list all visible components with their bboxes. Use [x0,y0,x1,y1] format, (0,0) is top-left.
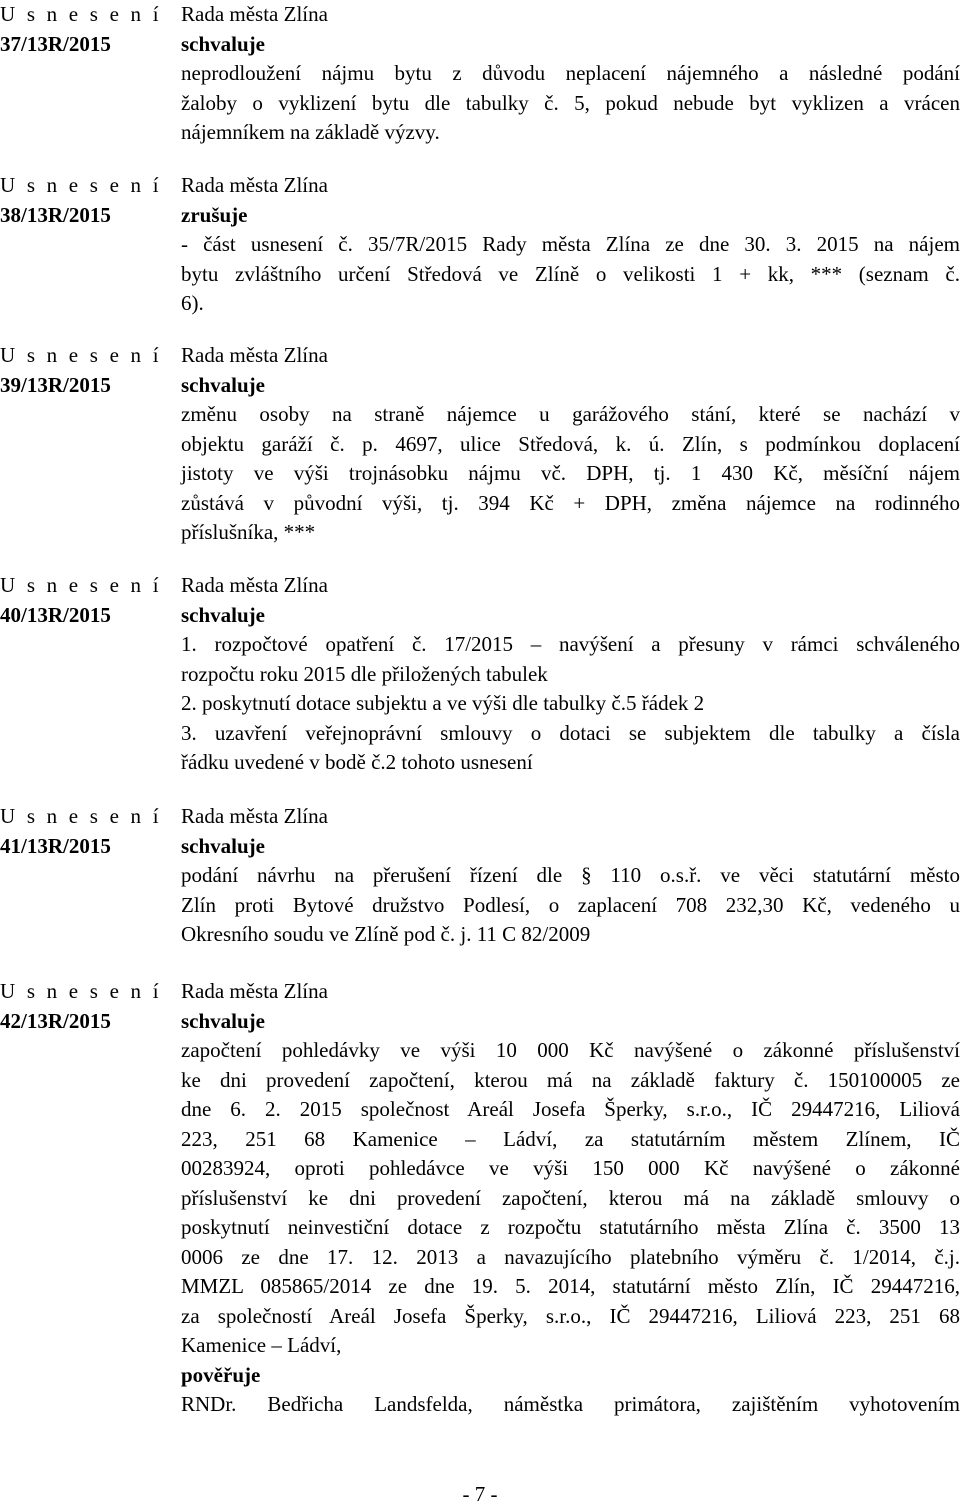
text-line: 00283924, oproti pohledávce ve výši 150 000 Kč navýšené o zákonné [181,1156,960,1180]
resolution-body [181,0,960,148]
text-line: poskytnutí neinvestiční dotace z rozpočtu statutárního města Zlína č. 3500 13 [181,1215,960,1239]
resolution-verb: schvaluje [181,31,265,56]
council-name: Rada města Zlína [181,979,328,1003]
text-line: řádku uvedené v bodě č.2 tohoto usnesení [181,750,533,774]
text-line: MMZL 085865/2014 ze dne 19. 5. 2014, statutární město Zlín, IČ 29447216, [181,1274,960,1298]
text-line: započtení pohledávky ve výši 10 000 Kč navýšené o zákonné příslušenství [181,1038,960,1062]
resolution-header [0,341,175,400]
text-line: podání návrhu na přerušení řízení dle § 110 o.s.ř. ve věci statutární město [181,863,960,887]
text-line: zůstává v původní výši, tj. 394 Kč + DPH, změna nájemce na rodinného [181,490,960,515]
text-line: změnu osoby na straně nájemce u garážového stání, které se nachází v [181,402,960,426]
text-line: 0006 ze dne 17. 12. 2013 a navazujícího platebního výměru č. 1/2014, č.j. [181,1244,960,1269]
text-line: Zlín proti Bytové družstvo Podlesí, o zaplacení 708 232,30 Kč, vedeného u [181,892,960,917]
text-line: za společností Areál Josefa Šperky, s.r.o., IČ 29447216, Liliová 223, 251 68 [181,1303,960,1328]
resolution-verb: zrušuje [181,202,248,227]
resolution-verb: schvaluje [181,602,265,627]
text-line: 1. rozpočtové opatření č. 17/2015 – navýšení a přesuny v rámci schváleného [181,632,960,656]
text-line: neprodloužení nájmu bytu z důvodu neplacení nájemného a následné podání [181,61,960,85]
text-line: nájemníkem na základě výzvy. [181,120,440,144]
resolution-body [181,571,960,778]
text-line: RNDr. Bedřicha Landsfelda, náměstka primátora, zajištěním vyhotovením [181,1392,960,1416]
text-line: 2. poskytnutí dotace subjektu a ve výši dle tabulky č.5 řádek 2 [181,691,705,715]
resolution-body [181,171,960,319]
council-name: Rada města Zlína [181,343,328,367]
resolution-body [181,802,960,950]
resolution-label: U s n e s e n í [0,343,162,367]
resolution-label: U s n e s e n í [0,173,162,197]
council-name: Rada města Zlína [181,804,328,828]
resolution-number: 39/13R/2015 [0,372,111,397]
council-name: Rada města Zlína [181,573,328,597]
resolution-verb-secondary: pověřuje [181,1362,261,1387]
text-line: bytu zvláštního určení Středová ve Zlíně o velikosti 1 + kk, *** (seznam č. [181,261,960,286]
resolution-header [0,977,175,1036]
resolution-verb: schvaluje [181,1008,265,1033]
resolution-label: U s n e s e n í [0,979,162,1003]
resolution-body [181,341,960,548]
resolution-number: 40/13R/2015 [0,602,111,627]
resolution-label: U s n e s e n í [0,2,162,26]
resolution-label: U s n e s e n í [0,804,162,828]
page-number: - 7 - [462,1482,498,1506]
resolution-label: U s n e s e n í [0,573,162,597]
text-line: ke dni provedení započtení, kterou má na základě faktury č. 150100005 ze [181,1067,960,1092]
text-line: rozpočtu roku 2015 dle přiložených tabulek [181,661,548,686]
resolution-body [181,977,960,1420]
text-line: objektu garáží č. p. 4697, ulice Středová, k. ú. Zlín, s podmínkou doplacení [181,431,960,456]
resolution-header [0,0,175,59]
text-line: 223, 251 68 Kamenice – Ládví, za statutárním městem Zlínem, IČ [181,1126,960,1151]
resolution-verb: schvaluje [181,833,265,858]
resolution-header [0,571,175,630]
text-line: žaloby o vyklizení bytu dle tabulky č. 5, pokud nebude byt vyklizen a vrácen [181,90,960,115]
resolution-number: 38/13R/2015 [0,202,111,227]
resolution-number: 42/13R/2015 [0,1008,111,1033]
resolution-number: 41/13R/2015 [0,833,111,858]
text-line: dne 6. 2. 2015 společnost Areál Josefa Šperky, s.r.o., IČ 29447216, Liliová [181,1097,960,1121]
text-line: příslušníka, *** [181,520,316,544]
resolution-header [0,171,175,230]
text-line: - část usnesení č. 35/7R/2015 Rady města Zlína ze dne 30. 3. 2015 na nájem [181,232,960,256]
text-line: příslušenství ke dni provedení započtení, kterou má na základě smlouvy o [181,1185,960,1210]
text-line: 3. uzavření veřejnoprávní smlouvy o dotaci se subjektem dle tabulky a čísla [181,720,960,745]
resolution-header [0,802,175,861]
resolution-verb: schvaluje [181,372,265,397]
resolution-number: 37/13R/2015 [0,31,111,56]
text-line: jistoty ve výši trojnásobku nájmu vč. DPH, tj. 1 430 Kč, měsíční nájem [181,461,960,485]
text-line: 6). [181,291,204,315]
council-name: Rada města Zlína [181,173,328,197]
text-line: Kamenice – Ládví, [181,1333,342,1357]
text-line: Okresního soudu ve Zlíně pod č. j. 11 C 82/2009 [181,922,591,946]
council-name: Rada města Zlína [181,2,328,26]
